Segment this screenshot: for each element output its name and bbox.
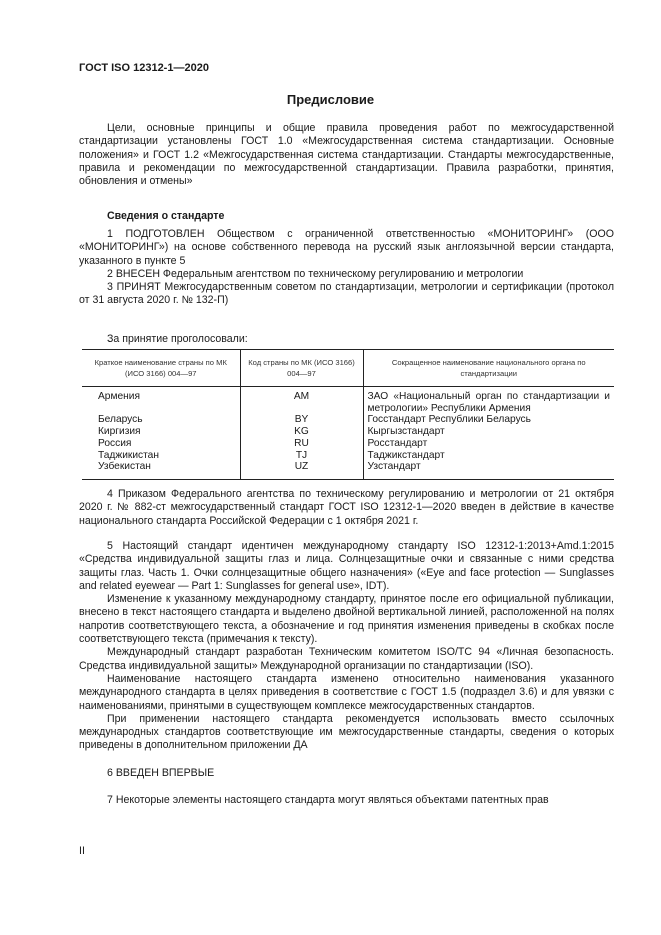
country-cell: Узбекистан — [82, 461, 240, 479]
item-2: 2 ВНЕСЕН Федеральным агентством по техническому регулированию и метрологии — [107, 267, 524, 280]
table-row — [82, 438, 614, 450]
item-7-block — [79, 794, 614, 807]
country-cell: Беларусь — [98, 414, 143, 426]
organization-cell: Узстандарт — [363, 461, 614, 479]
header-country: Краткое наименование страны по МК (ИСО 3166) 004—97 — [82, 350, 240, 387]
country-cell: Киргизия — [98, 426, 141, 438]
about-heading: Сведения о стандарте — [107, 210, 225, 222]
organization-cell: Таджикстандарт — [363, 450, 614, 462]
page-title: Предисловие — [286, 92, 375, 107]
item-3: 3 ПРИНЯТ Межгосударственным советом по стандартизации, метрологии и сертификации (протокол от 31 августа 2020 г. № 132-П) — [79, 281, 614, 307]
organization-cell: Госстандарт Республики Беларусь — [363, 414, 614, 426]
item-4-block — [79, 488, 614, 528]
code-cell: RU — [240, 438, 363, 450]
code-cell: AM — [240, 387, 363, 415]
code-cell: UZ — [240, 461, 363, 479]
organization-cell: ЗАО «Национальный орган по стандартизации и метрологии» Республики Армения — [363, 387, 614, 415]
code-cell: TJ — [240, 450, 363, 462]
table-row — [82, 450, 614, 462]
table-row — [82, 414, 614, 426]
items-a-block — [79, 228, 614, 308]
item-6: 6 ВВЕДЕН ВПЕРВЫЕ — [107, 767, 215, 779]
item-5-paragraph: Изменение к указанному международному стандарту, принятое после его официальной публикации, внесено в текст настоящего стандарта и выделено двойной вертикальной линией, расположенной на полях напротив соответствующего текста, а обозначение и год принятия изменения приведены в скобках после соответствующего текста (примечания к тексту). — [79, 593, 614, 646]
item-1: 1 ПОДГОТОВЛЕН Обществом с ограниченной ответственностью «МОНИТОРИНГ» (ООО «МОНИТОРИНГ») на основе собственного перевода на русский язык англоязычной версии стандарта, указанного в пункте 5 — [79, 228, 614, 267]
document-id: ГОСТ ISO 12312-1—2020 — [79, 62, 209, 74]
item-4: 4 Приказом Федерального агентства по техническому регулированию и метрологии от 21 октября 2020 г. № 882-ст межгосударственный стандарт ГОСТ ISO 12312-1—2020 введен в действие в качестве национального стандарта Российской Федерации с 1 октября 2021 г. — [79, 488, 614, 527]
country-cell: Россия — [98, 437, 132, 449]
vote-label: За принятие проголосовали: — [107, 333, 248, 345]
countries-table — [82, 349, 614, 480]
item-5-paragraph: При применении настоящего стандарта рекомендуется использовать вместо ссылочных международных стандартов соответствующие им межгосударственные стандарты, сведения о которых приведены в дополнительном приложении ДА — [79, 712, 614, 752]
table-header-row — [82, 350, 614, 387]
item-5-block — [79, 540, 614, 753]
code-cell: KG — [240, 426, 363, 438]
item-6-block — [79, 767, 614, 780]
page-number: II — [79, 845, 85, 857]
country-cell: Таджикистан — [98, 449, 159, 461]
intro-paragraph: Цели, основные принципы и общие правила проведения работ по межгосударственной стандартизации установлены ГОСТ 1.0 «Межгосударственная система стандартизации. Основные положения» и ГОСТ 1.2 «Межгосударственная система стандартизации. Стандарты межгосударственные, правила и рекомендации по межгосударственной стандартизации. Правила разработки, принятия, обновления и отмены» — [79, 122, 614, 188]
item-5-paragraph: 5 Настоящий стандарт идентичен международному стандарту ISO 12312-1:2013+Amd.1:2015 «Средства индивидуальной защиты глаз и лица. Солнцезащитные очки и связанные с ними средства защиты глаз. Часть 1. Очки солнцезащитные общего назначения» («Eye and face protection — Sunglasses and related eyewear — Part 1: Sunglasses for general use», IDT). — [79, 540, 614, 592]
intro-block — [79, 122, 614, 188]
country-cell: Армения — [98, 391, 140, 402]
table-row — [82, 461, 614, 479]
organization-cell: Кыргызстандарт — [363, 426, 614, 438]
header-code: Код страны по МК (ИСО 3166) 004—97 — [240, 350, 363, 387]
organization-cell: Росстандарт — [363, 438, 614, 450]
header-organization: Сокращенное наименование национального органа по стандартизации — [363, 350, 614, 387]
table-row — [82, 426, 614, 438]
code-cell: BY — [240, 414, 363, 426]
item-5-paragraph: Международный стандарт разработан Техническим комитетом ISO/TC 94 «Личная безопасность. Средства индивидуальной защиты» Международной организации по стандартизации (ISO). — [79, 646, 614, 672]
item-7: 7 Некоторые элементы настоящего стандарта могут являться объектами патентных прав — [107, 794, 549, 806]
item-5-paragraph: Наименование настоящего стандарта изменено относительно наименования указанного международного стандарта в целях приведения в соответствие с ГОСТ 1.5 (подраздел 3.6) и для увязки с наименованиями, принятыми в существующем комплексе межгосударственных стандартов. — [79, 672, 614, 712]
table-row — [82, 387, 614, 415]
